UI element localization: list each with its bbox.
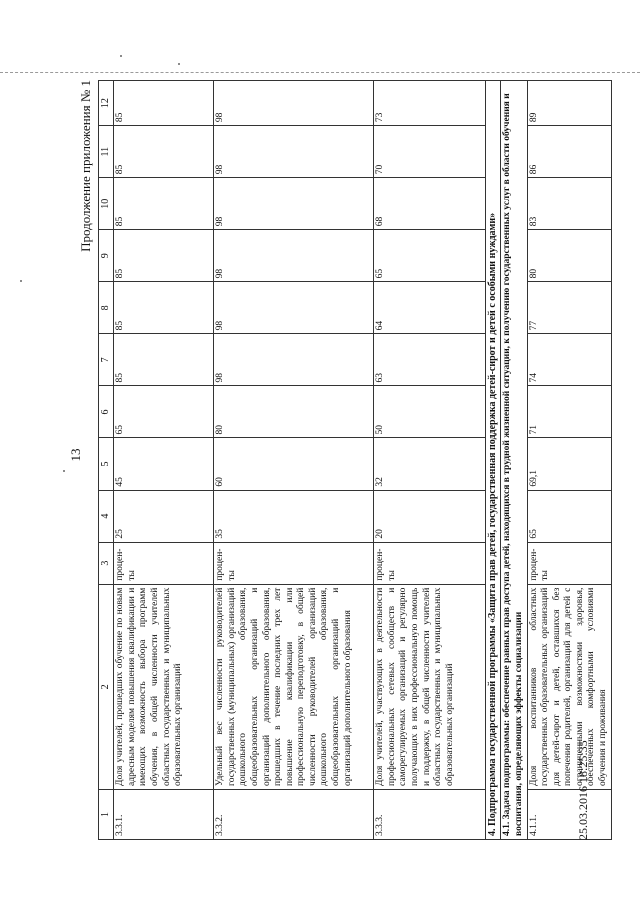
value-cell: 85 xyxy=(114,282,214,334)
value-cell: 98 xyxy=(214,126,374,178)
value-cell: 85 xyxy=(114,230,214,282)
scan-speck xyxy=(20,280,22,282)
value-cell: 98 xyxy=(214,230,374,282)
value-cell: 98 xyxy=(214,282,374,334)
header-cell: 4 xyxy=(99,490,114,542)
header-cell: 10 xyxy=(99,178,114,230)
row-number: 3.3.1. xyxy=(114,789,214,839)
value-cell: 98 xyxy=(214,81,374,126)
value-cell: 68 xyxy=(374,178,486,230)
scan-dashed-line xyxy=(0,72,640,73)
value-cell: 98 xyxy=(214,178,374,230)
header-cell: 7 xyxy=(99,334,114,386)
value-cell: 50 xyxy=(374,386,486,438)
header-cell: 3 xyxy=(99,542,114,584)
value-cell: 80 xyxy=(214,386,374,438)
rotated-document-page xyxy=(68,80,608,840)
unit-cell: процен-ты xyxy=(527,542,611,584)
scan-speck xyxy=(178,63,180,65)
task-row xyxy=(501,81,527,840)
subprogram-task: 4.1. Задача подпрограммы: обеспечение равных прав доступа детей, находящихся в трудной жизненной ситуации, к получению государственных услуг в области обучения и воспитания, определяющих эффекты социализации xyxy=(501,81,527,840)
row-number: 3.3.2. xyxy=(214,789,374,839)
header-cell: 12 xyxy=(99,81,114,126)
value-cell: 20 xyxy=(374,490,486,542)
value-cell: 85 xyxy=(114,126,214,178)
value-cell: 70 xyxy=(374,126,486,178)
value-cell: 65 xyxy=(527,490,611,542)
value-cell: 80 xyxy=(527,230,611,282)
value-cell: 89 xyxy=(527,81,611,126)
value-cell: 71 xyxy=(527,386,611,438)
table-row xyxy=(214,81,374,840)
header-cell: 9 xyxy=(99,230,114,282)
row-number: 3.3.3. xyxy=(374,789,486,839)
table-row xyxy=(114,81,214,840)
page-number: 13 xyxy=(68,448,83,462)
section-row xyxy=(486,81,501,840)
value-cell: 74 xyxy=(527,334,611,386)
unit-cell: процен-ты xyxy=(374,542,486,584)
header-cell: 5 xyxy=(99,438,114,490)
header-cell: 8 xyxy=(99,282,114,334)
scan-speck xyxy=(120,55,122,57)
value-cell: 65 xyxy=(114,386,214,438)
indicator-name: Доля учителей, участвующих в деятельности профессиональных сетевых сообществ и саморегулируемых организаций и регулярно получающих в них профессиональную помощь и поддержку, в общей численности учителей областных государственных и муниципальных образовательных организаций xyxy=(374,584,486,789)
header-row xyxy=(99,81,114,840)
appendix-continuation-title: Продолжение приложения № 1 xyxy=(78,80,93,252)
indicator-name: Доля воспитанников областных государственных образовательных организаций для детей-сирот и детей, оставшихся без попечения родителей, организаций для детей с ограниченными возможностями здоровья, обеспеченных комфортными условиями обучения и проживания xyxy=(527,584,611,789)
value-cell: 64 xyxy=(374,282,486,334)
header-cell: 11 xyxy=(99,126,114,178)
subprogram-title: 4. Подпрограмма государственной программы «Защита прав детей, государственная поддержка детей-сирот и детей с особыми нуждами» xyxy=(486,81,501,840)
print-timestamp: 25.03.2016 18:25:35 xyxy=(576,740,590,840)
value-cell: 85 xyxy=(114,178,214,230)
value-cell: 60 xyxy=(214,438,374,490)
header-cell: 2 xyxy=(99,584,114,789)
value-cell: 73 xyxy=(374,81,486,126)
table-row xyxy=(374,81,486,840)
value-cell: 86 xyxy=(527,126,611,178)
value-cell: 77 xyxy=(527,282,611,334)
value-cell: 69,1 xyxy=(527,438,611,490)
scan-speck xyxy=(63,470,65,472)
value-cell: 25 xyxy=(114,490,214,542)
value-cell: 63 xyxy=(374,334,486,386)
header-cell: 1 xyxy=(99,789,114,839)
indicators-table xyxy=(98,80,612,840)
unit-cell: процен-ты xyxy=(114,542,214,584)
value-cell: 83 xyxy=(527,178,611,230)
indicator-name: Удельный вес численности руководителей государственных (муниципальных) организаций дошкольного образования, общеобразовательных организаций и организаций дополнительного образования, прошедших в течение последних трех лет повышение квалификации или профессиональную переподготовку, в общей численности руководителей организаций дошкольного образования, общеобразовательных организаций и организаций дополнительного образования xyxy=(214,584,374,789)
value-cell: 35 xyxy=(214,490,374,542)
value-cell: 98 xyxy=(214,334,374,386)
header-cell: 6 xyxy=(99,386,114,438)
value-cell: 85 xyxy=(114,334,214,386)
value-cell: 45 xyxy=(114,438,214,490)
indicator-name: Доля учителей, прошедших обучение по новым адресным моделям повышения квалификации и имеющих возможность выбора программ обучения, в общей численности учителей областных государственных и муниципальных образовательных организаций xyxy=(114,584,214,789)
table-row xyxy=(527,81,611,840)
unit-cell: процен-ты xyxy=(214,542,374,584)
value-cell: 65 xyxy=(374,230,486,282)
value-cell: 85 xyxy=(114,81,214,126)
value-cell: 32 xyxy=(374,438,486,490)
row-number: 4.1.1. xyxy=(527,789,611,839)
